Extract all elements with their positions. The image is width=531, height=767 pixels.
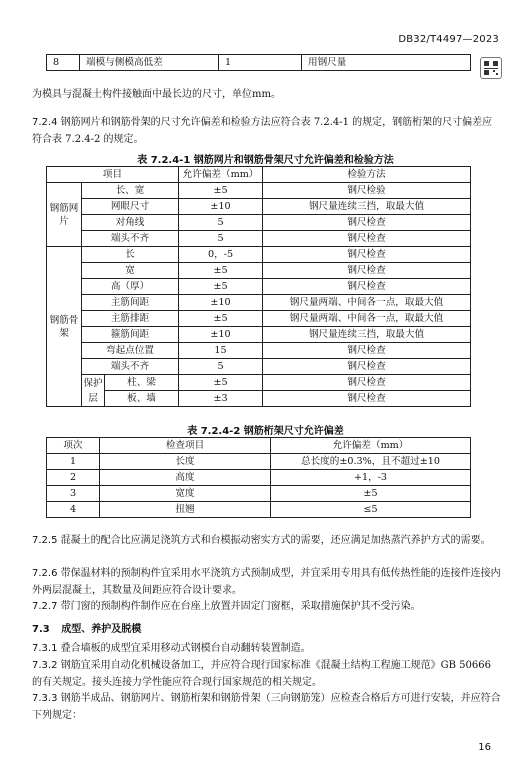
table-cell: 钢尺检查 bbox=[263, 279, 471, 295]
table-cell: 钢尺检查 bbox=[263, 343, 471, 359]
table-cell: 5 bbox=[179, 231, 263, 247]
table-cell: 箍筋间距 bbox=[82, 327, 179, 343]
table-cell: 柱、梁 bbox=[105, 375, 179, 391]
table-cell: 钢尺量连续三挡，取最大值 bbox=[263, 327, 471, 343]
paragraph-7-2-5 bbox=[32, 532, 502, 549]
table-row bbox=[47, 359, 471, 375]
clause-number: 7.2.7 bbox=[32, 601, 58, 612]
table-cell: 钢尺检查 bbox=[263, 215, 471, 231]
table-cell: 钢尺检查 bbox=[263, 231, 471, 247]
clause-number: 7.2.4 bbox=[32, 117, 58, 128]
table-cell: 宽度 bbox=[100, 486, 271, 502]
table-cell: 主筋间距 bbox=[82, 295, 179, 311]
page-number: 16 bbox=[478, 742, 491, 753]
table-row bbox=[47, 391, 471, 407]
paragraph-7-3-2 bbox=[32, 657, 502, 691]
table-cell: 4 bbox=[47, 502, 100, 518]
paragraph-text: 钢筋半成品、钢筋网片、钢筋桁架和钢筋骨架（三向钢筋笼）应检查合格后方可进行安装，并应符合下列规定： bbox=[32, 693, 501, 721]
clause-number: 7.3.1 bbox=[32, 643, 58, 654]
group-label: 钢筋网片 bbox=[47, 183, 82, 247]
table-cell: ±10 bbox=[179, 327, 263, 343]
table-cell: ±10 bbox=[179, 199, 263, 215]
column-header: 项次 bbox=[47, 438, 100, 454]
table-cell: 8 bbox=[47, 55, 80, 71]
paragraph-7-3-3 bbox=[32, 690, 502, 724]
table-cell: 钢尺量两端、中间各一点，取最大值 bbox=[263, 295, 471, 311]
table-cell: 钢尺检验 bbox=[263, 183, 471, 199]
table-cell: 弯起点位置 bbox=[82, 343, 179, 359]
table-cell: 5 bbox=[179, 215, 263, 231]
table-row bbox=[47, 454, 471, 470]
table-cell: ±3 bbox=[179, 391, 263, 407]
section-title: 成型、养护及脱模 bbox=[61, 624, 142, 635]
clause-number: 7.2.5 bbox=[32, 535, 58, 546]
column-header: 检查项目 bbox=[100, 438, 271, 454]
paragraph-7-3-1 bbox=[32, 640, 502, 657]
table-cell: 总长度的±0.3%，且不超过±10 bbox=[271, 454, 471, 470]
table-row bbox=[47, 199, 471, 215]
column-header: 允许偏差（mm） bbox=[271, 438, 471, 454]
table-cell: 板、墙 bbox=[105, 391, 179, 407]
table-cell: 5 bbox=[179, 359, 263, 375]
table-cell: 宽 bbox=[82, 263, 179, 279]
paragraph-text: 钢筋宜采用自动化机械设备加工，并应符合现行国家标准《混凝土结构工程施工规范》GB 50666 的有关规定。接头连接力学性能应符合现行国家规范的相关规定。 bbox=[32, 660, 491, 688]
table-cell: 钢尺量连续三挡，取最大值 bbox=[263, 199, 471, 215]
column-header: 项目 bbox=[47, 167, 179, 183]
table-header-row bbox=[47, 167, 471, 183]
table-header-row bbox=[47, 438, 471, 454]
group-label: 钢筋骨架 bbox=[47, 247, 82, 407]
table-cell: 长 bbox=[82, 247, 179, 263]
tolerance-table-truss bbox=[46, 437, 471, 518]
table-row bbox=[47, 343, 471, 359]
table-row bbox=[47, 502, 471, 518]
paragraph-text: 钢筋网片和钢筋骨架的尺寸允许偏差和检验方法应符合表 7.2.4-1 的规定，钢筋桁架的尺寸偏差应符合表 7.2.4-2 的规定。 bbox=[32, 117, 493, 145]
table-cell: 高（厚） bbox=[82, 279, 179, 295]
table-cell: 0，-5 bbox=[179, 247, 263, 263]
protect-label-line2: 层 bbox=[88, 392, 98, 404]
table-cell: 高度 bbox=[100, 470, 271, 486]
table-row bbox=[47, 231, 471, 247]
table-row bbox=[47, 327, 471, 343]
table-row bbox=[47, 279, 471, 295]
protect-label-line1: 保护 bbox=[83, 377, 103, 389]
table-cell: 2 bbox=[47, 470, 100, 486]
table-row bbox=[47, 215, 471, 231]
section-number: 7.3 bbox=[32, 624, 50, 635]
table-cell: 端头不齐 bbox=[82, 231, 179, 247]
clause-number: 7.3.2 bbox=[32, 660, 58, 671]
table-cell: ±5 bbox=[179, 263, 263, 279]
table-cell: 对角线 bbox=[82, 215, 179, 231]
column-header: 检验方法 bbox=[263, 167, 471, 183]
table-cell: ±5 bbox=[179, 311, 263, 327]
table-cell: 主筋排距 bbox=[82, 311, 179, 327]
table-cell: 端模与侧模高低差 bbox=[80, 55, 219, 71]
table-cell: 用钢尺量 bbox=[302, 55, 471, 71]
table-cell: 1 bbox=[47, 454, 100, 470]
table-cell: +1，-3 bbox=[271, 470, 471, 486]
paragraph-text: 混凝土的配合比应满足浇筑方式和台模振动密实方式的需要，还应满足加热蒸汽养护方式的需要。 bbox=[60, 535, 491, 546]
document-number: DB32/T4497—2023 bbox=[398, 34, 499, 45]
table-cell: ±5 bbox=[179, 279, 263, 295]
table-row bbox=[47, 311, 471, 327]
table-row bbox=[47, 55, 471, 71]
paragraph-text: 叠合墙板的成型宜采用移动式钢模台自动翻转装置制造。 bbox=[60, 643, 311, 654]
table-cell: 长、宽 bbox=[82, 183, 179, 199]
table-cell: 3 bbox=[47, 486, 100, 502]
table-row bbox=[47, 486, 471, 502]
table-cell: ±5 bbox=[271, 486, 471, 502]
table-cell: 长度 bbox=[100, 454, 271, 470]
table-cell: ±10 bbox=[179, 295, 263, 311]
table-row bbox=[47, 247, 471, 263]
paragraph-text: 带保温材料的预制构件宜采用水平浇筑方式预制成型，并宜采用专用具有低传热性能的连接件连接内外两层混凝土，其数量及间距应符合设计要求。 bbox=[32, 568, 501, 596]
note-text: 为模具与混凝土构件接触面中最长边的尺寸，单位mm。 bbox=[32, 89, 281, 100]
clause-number: 7.3.3 bbox=[32, 693, 58, 704]
table-cell: 端头不齐 bbox=[82, 359, 179, 375]
table-cell: 15 bbox=[179, 343, 263, 359]
table-cell: 1 bbox=[219, 55, 302, 71]
table-row bbox=[47, 470, 471, 486]
table-row bbox=[47, 263, 471, 279]
table-cell: ±5 bbox=[179, 375, 263, 391]
table-cell: 钢尺检查 bbox=[263, 263, 471, 279]
table-cell: 钢尺检查 bbox=[263, 247, 471, 263]
paragraph-7-2-7 bbox=[32, 598, 502, 615]
table-row bbox=[47, 375, 471, 391]
table-cell: 钢尺检查 bbox=[263, 391, 471, 407]
paragraph-7-2-4 bbox=[32, 114, 502, 148]
table-cell: ±5 bbox=[179, 183, 263, 199]
tolerance-table-mesh-cage bbox=[46, 166, 471, 407]
table-caption: 表 7.2.4-1 钢筋网片和钢筋骨架尺寸允许偏差和检验方法 bbox=[137, 155, 394, 166]
table-cell: ≤5 bbox=[271, 502, 471, 518]
paragraph-text: 带门窗的预制构件制作应在台座上放置并固定门窗框，采取措施保护其不受污染。 bbox=[60, 601, 421, 612]
top-table bbox=[46, 54, 471, 71]
clause-number: 7.2.6 bbox=[32, 568, 58, 579]
paragraph-7-2-6 bbox=[32, 565, 502, 599]
table-caption: 表 7.2.4-2 钢筋桁架尺寸允许偏差 bbox=[187, 426, 344, 437]
table-cell: 扭翘 bbox=[100, 502, 271, 518]
table-cell: 网眼尺寸 bbox=[82, 199, 179, 215]
table-row bbox=[47, 183, 471, 199]
table-cell: 钢尺检查 bbox=[263, 359, 471, 375]
section-heading-7-3 bbox=[32, 621, 502, 638]
protect-layer-label bbox=[82, 375, 105, 407]
qr-code-icon[interactable] bbox=[480, 57, 502, 79]
column-header: 允许偏差（mm） bbox=[179, 167, 263, 183]
table-row bbox=[47, 295, 471, 311]
table-cell: 钢尺检查 bbox=[263, 375, 471, 391]
table-cell: 钢尺量两端、中间各一点，取最大值 bbox=[263, 311, 471, 327]
